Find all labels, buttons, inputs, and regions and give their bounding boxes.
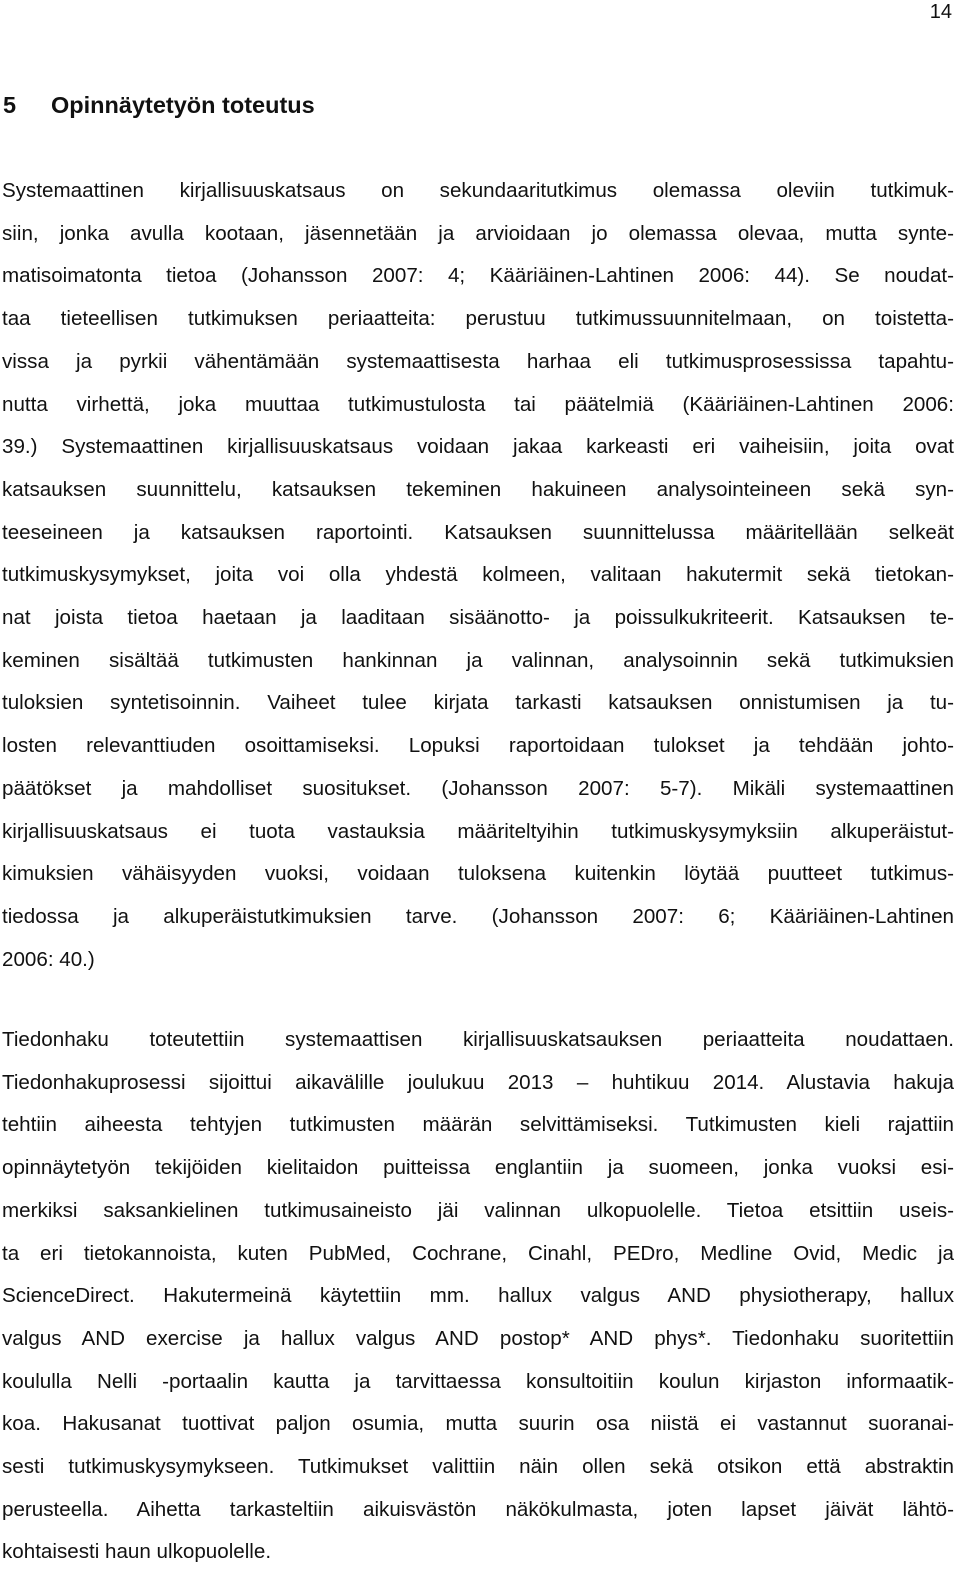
text-line: taa tieteellisen tutkimuksen periaatteita: perustuu tutkimussuunnitelmaan, on toistetta-	[2, 307, 954, 331]
text-line: kohtaisesti haun ulkopuolelle.	[2, 1540, 272, 1564]
text-line: tehtiin aiheesta tehtyjen tutkimusten määrän selvittämiseksi. Tutkimusten kieli rajattiin	[2, 1113, 954, 1137]
text-line: merkiksi saksankielinen tutkimusaineisto jäi valinnan ulkopuolelle. Tietoa etsittiin useis-	[2, 1198, 954, 1222]
text-line: tiedossa ja alkuperäistutkimuksien tarve. (Johansson 2007: 6; Kääriäinen-Lahtinen	[2, 904, 954, 928]
text-line: losten relevanttiuden osoittamiseksi. Lopuksi raportoidaan tulokset ja tehdään johto-	[2, 734, 954, 758]
text-line: nat joista tietoa haetaan ja laaditaan sisäänotto- ja poissulkukriteerit. Katsauksen te-	[2, 606, 954, 630]
text-line: matisoimatonta tietoa (Johansson 2007: 4; Kääriäinen-Lahtinen 2006: 44). Se noudat-	[2, 264, 954, 288]
chapter-heading	[3, 90, 315, 120]
text-line: vissa ja pyrkii vähentämään systemaattisesta harhaa eli tutkimusprosessissa tapahtu-	[2, 349, 954, 373]
text-line: ta eri tietokannoista, kuten PubMed, Cochrane, Cinahl, PEDro, Medline Ovid, Medic ja	[2, 1241, 954, 1265]
text-line: Tiedonhaku toteutettiin systemaattisen kirjallisuuskatsauksen periaatteita noudattaen.	[2, 1028, 954, 1051]
text-line: 39.) Systemaattinen kirjallisuuskatsaus voidaan jakaa karkeasti eri vaiheisiin, joita ovat	[2, 435, 954, 459]
text-line: teeseineen ja katsauksen raportointi. Katsauksen suunnittelussa määritellään selkeät	[2, 520, 954, 544]
text-line: siin, jonka avulla kootaan, jäsennetään ja arvioidaan jo olemassa olevaa, mutta synte-	[2, 221, 954, 245]
paragraph-2	[2, 1019, 954, 1574]
paragraph-1	[2, 170, 954, 981]
text-line: koululla Nelli -portaalin kautta ja tarvittaessa konsultoitiin koulun kirjaston informaatik-	[2, 1369, 954, 1393]
text-line: tutkimuskysymykset, joita voi olla yhdestä kolmeen, valitaan hakutermit sekä tietokan-	[2, 563, 954, 587]
page-number: 14	[929, 1, 952, 23]
text-line: koa. Hakusanat tuottivat paljon osumia, mutta suurin osa niistä ei vastannut suoranai-	[2, 1412, 954, 1436]
text-line: kimuksien vähäisyyden vuoksi, voidaan tuloksena kuitenkin löytää puutteet tutkimus-	[2, 862, 954, 886]
text-line: katsauksen suunnittelu, katsauksen tekeminen hakuineen analysointeineen sekä syn-	[2, 477, 954, 501]
text-line: valgus AND exercise ja hallux valgus AND postop* AND phys*. Tiedonhaku suoritettiin	[2, 1326, 954, 1350]
text-line: kirjallisuuskatsaus ei tuota vastauksia määriteltyihin tutkimuskysymyksiin alkuperäistut-	[2, 819, 954, 843]
text-line: perusteella. Aihetta tarkasteltiin aikuisvästön näkökulmasta, joten lapset jäivät lähtö-	[2, 1497, 954, 1521]
text-line: päätökset ja mahdolliset suositukset. (Johansson 2007: 5-7). Mikäli systemaattinen	[2, 776, 954, 800]
chapter-number: 5	[3, 92, 17, 118]
text-line: ScienceDirect. Hakutermeinä käytettiin mm. hallux valgus AND physiotherapy, hallux	[2, 1284, 954, 1308]
text-line: sesti tutkimuskysymykseen. Tutkimukset valittiin näin ollen sekä otsikon että abstraktin	[2, 1455, 954, 1479]
text-line: nutta virhettä, joka muuttaa tutkimustulosta tai päätelmiä (Kääriäinen-Lahtinen 2006:	[2, 392, 954, 416]
text-line: opinnäytetyön tekijöiden kielitaidon puitteissa englantiin ja suomeen, jonka vuoksi esi-	[2, 1156, 954, 1180]
text-line: Tiedonhakuprosessi sijoittui aikavälille joulukuu 2013 – huhtikuu 2014. Alustavia hakuja	[2, 1070, 954, 1094]
text-line: tuloksien syntetisoinnin. Vaiheet tulee kirjata tarkasti katsauksen onnistumisen ja tu-	[2, 691, 954, 715]
text-line: Systemaattinen kirjallisuuskatsaus on sekundaaritutkimus olemassa oleviin tutkimuk-	[2, 179, 954, 202]
chapter-title: Opinnäytetyön toteutus	[51, 92, 315, 118]
text-line: 2006: 40.)	[2, 947, 95, 971]
text-line: keminen sisältää tutkimusten hankinnan ja valinnan, analysoinnin sekä tutkimuksien	[2, 648, 954, 672]
